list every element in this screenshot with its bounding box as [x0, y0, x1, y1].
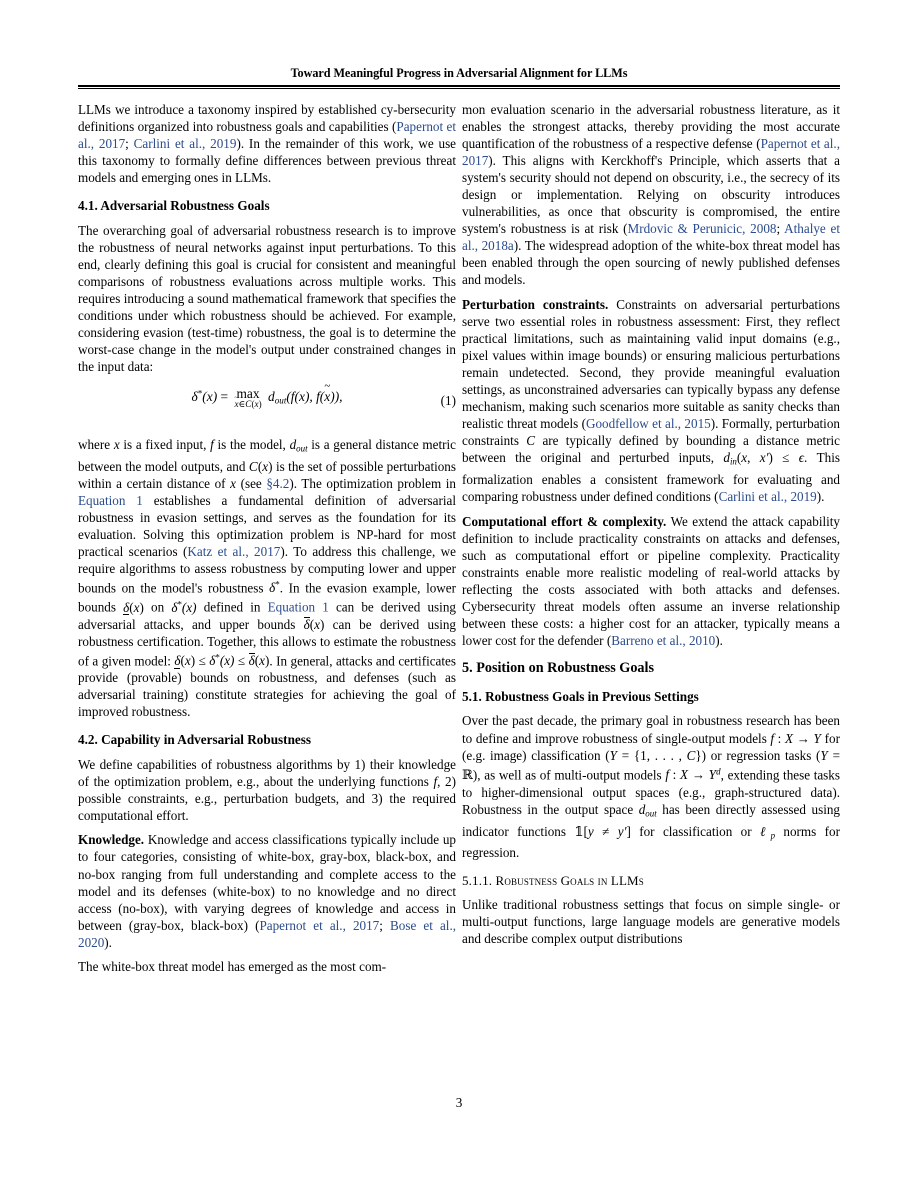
math-d-out-2: $d_{out}$ — [638, 801, 657, 819]
math-x: x — [113, 437, 120, 453]
running-header-title: Toward Meaningful Progress in Adversarial Alignment for LLMs — [290, 66, 628, 80]
text-run: is the model, — [213, 437, 290, 453]
text-run: , 2) possible constraints, e.g., perturbation budgets, and 3) the required computational effort. — [78, 773, 456, 823]
text-run: on — [143, 599, 172, 615]
equation-max-operator: max x ~∈C(x) — [234, 387, 261, 409]
right-column — [462, 101, 840, 947]
text-run: is a fixed input, — [119, 437, 211, 453]
math-lower-bound: δ(x) — [123, 599, 144, 615]
text-run: . In general, attacks and certificates provide (provable) bounds on robustness, and defenses (such as adversarial training) constitute strategies for achieving the goal of improved robustness. — [78, 653, 456, 720]
text-run: , extending these tasks to higher-dimensional output spaces (e.g., graph-structured data). Robustness in the output space — [462, 766, 840, 817]
text-run: is a general distance metric between the model outputs, and — [78, 437, 456, 474]
text-run: ). In the remainder of this work, we use this taxonomy to formally define differences between previous threat models and emerging ones in LLMs. — [78, 136, 457, 186]
math-Y-reals: Y = ℝ — [462, 747, 840, 783]
ref-equation-1[interactable]: Equation 1 — [78, 492, 143, 508]
paragraph-white-box-threat: The white-box threat model has emerged as the most com- — [78, 959, 387, 975]
citation-papernot-2017-c[interactable]: Papernot et al., 2017 — [462, 136, 840, 169]
paragraph-perturbation-constraints — [462, 296, 840, 505]
text-run: ). — [715, 632, 723, 648]
paragraph-capabilities-definition — [78, 756, 456, 824]
math-bound-chain: δ(x) ≤ δ*(x) ≤ δ(x) — [174, 652, 270, 669]
math-cal-C-x: C(x) — [248, 458, 273, 474]
text-run: . This formalization enables a consistent framework for evaluating and comparing robustness under defined conditions ( — [462, 450, 840, 505]
math-f-maps-X-Yd: f : $X \to Y^d$ — [665, 766, 721, 782]
paragraph-previous-settings — [462, 712, 840, 861]
heading-4-2: 4.2. Capability in Adversarial Robustness — [78, 732, 312, 748]
ref-section-4-2[interactable]: §4.2 — [266, 475, 290, 491]
paragraph-white-box-continued — [462, 101, 840, 289]
equation-body — [78, 387, 456, 409]
text-run: ; — [379, 917, 391, 933]
math-Y-set: Y = {1, . . . , C} — [609, 747, 702, 763]
text-run: We extend the attack capability definition to include practicality constraints on attacks and defenses, such as computational effort or pipeline complexity. Practicality constraints enable more realistic modeling of real-world attacks by reflecting the costs associated with both attacks and defenses. Cybersecurity threat models often assume an inverse relationship between these costs: a higher cost for an attacker, typically means a lower cost for the defender ( — [462, 513, 840, 648]
math-x-2: x — [230, 475, 236, 491]
math-delta-star-x: δ*(x) — [171, 599, 197, 615]
text-run: ; — [125, 136, 134, 152]
heading-5-1: 5.1. Robustness Goals in Previous Settings — [462, 688, 699, 704]
paragraph-overarching-goal: The overarching goal of adversarial robustness research is to improve the robustness of neural networks against input perturbations. To this end, clearly defining this goal is crucial for consistent and meaningful comparisons of robustness evaluations across multiple works. This requires introducing a sound mathematical framework that specifies the conditions under which robustness should be achieved. For example, considering evasion (test-time) robustness, the goal is to determine the worst-case change in the model's output under constrained changes in the input data: — [78, 222, 456, 375]
text-run: ). — [816, 489, 825, 505]
runin-heading-computational-effort: Computational effort & complexity. — [462, 513, 667, 529]
math-f-maps-X-Y: f : X → Y — [770, 730, 822, 746]
text-run: is the set of possible perturbations within a certain distance of — [78, 458, 456, 491]
text-run: ) or regression tasks ( — [701, 747, 821, 763]
text-run: for classification or — [630, 823, 760, 839]
header-rule — [78, 85, 840, 89]
citation-mrdovic-perunicic-2008[interactable]: Mrdovic & Perunicic, 2008 — [627, 221, 777, 237]
two-column-body — [78, 101, 840, 1061]
text-run: ). The optimization problem in — [289, 475, 456, 491]
text-run: establishes a fundamental definition of adversarial robustness in evasion settings, and serves as the foundation for its evaluation. Solving this optimization problem is NP-hard for most practical scenarios ( — [78, 492, 456, 559]
text-run: Over the past decade, the primary goal in robustness research has been to define and improve robustness of single-output models — [462, 713, 840, 746]
paragraph-intro-taxonomy — [78, 101, 456, 186]
text-run: norms for regression. — [462, 823, 840, 861]
paragraph-computational-effort — [462, 513, 840, 649]
text-run: Constraints on adversarial perturbations serve two essential roles in robustness assessment: First, they reflect practical limitations, such as maintaining valid input domains (e.g., pixel values within image bounds) or ensuring malicious perturbations remain undetected. Second, they provide meaningful evaluation settings, as unconstrained adversaries can typically bypass any defense mechanism, making such scenarios more suitable as sanity checks than realistic threat models ( — [462, 297, 840, 432]
text-run: ). Formally, perturbation constraints — [462, 416, 840, 449]
paragraph-llm-generative: Unlike traditional robustness settings that focus on simple single- or multi-output functions, large language models are generative models and describe complex output distributions — [462, 897, 840, 947]
paragraph-knowledge — [78, 831, 456, 950]
math-ell-p: ℓ$_p$ — [759, 823, 776, 841]
citation-barreno-2010[interactable]: Barreno et al., 2010 — [611, 632, 716, 648]
text-run: ). This aligns with Kerckhoff's Principle, which asserts that a system's security should not depend on obscurity, i.e., the secrecy of its design or implementation. Relying on obscurity introduces vulnerabilities, as once that obscurity is compromised, the entire system's robustness is at risk ( — [462, 153, 840, 237]
citation-katz-2017[interactable]: Katz et al., 2017 — [187, 543, 281, 559]
text-run: ; — [776, 221, 785, 237]
math-f: f — [210, 437, 214, 453]
citation-goodfellow-2015[interactable]: Goodfellow et al., 2015 — [585, 416, 711, 432]
text-run: are typically defined by bounding a distance metric between the original and perturbed inputs, — [462, 433, 840, 466]
heading-4-1: 4.1. Adversarial Robustness Goals — [78, 198, 270, 214]
math-d-in-constraint: $d_{in}(x$, x′) ≤ ϵ — [723, 450, 804, 467]
text-run: where — [78, 437, 114, 453]
text-run: We define capabilities of robustness algorithms by 1) their knowledge of the optimization problem, e.g., about the underlying functions — [78, 756, 456, 789]
text-run: ). — [104, 934, 112, 950]
math-f-2: f — [433, 773, 438, 789]
math-delta-star: δ* — [269, 580, 280, 596]
left-column — [78, 101, 456, 975]
math-indicator-function: 𝟙[y ≠ y′] — [574, 823, 631, 840]
text-run: LLMs we introduce a taxonomy inspired by established cy-bersecurity definitions organized into robustness goals and capabilities ( — [78, 102, 456, 135]
heading-5: 5. Position on Robustness Goals — [462, 659, 654, 676]
runin-heading-knowledge: Knowledge. — [78, 832, 145, 848]
text-run: mon evaluation scenario in the adversarial robustness literature, as it enables the strongest attacks, thereby providing the most accurate quantification of the robustness of a respective defense ( — [462, 102, 840, 152]
citation-bose-2020[interactable]: Bose et al., 2020 — [78, 917, 457, 950]
text-run: ). To address this challenge, we require algorithms to assess robustness by computing lower and upper bounds on the model's robustness — [78, 543, 456, 596]
math-d-out: $d_{out}$ — [289, 437, 308, 454]
page-number: 3 — [455, 1095, 463, 1110]
text-run: (see — [235, 475, 267, 491]
citation-papernot-2017-b[interactable]: Papernot et al., 2017 — [259, 917, 380, 933]
citation-papernot-2017[interactable]: Papernot et al., 2017 — [78, 119, 456, 152]
citation-carlini-2019[interactable]: Carlini et al., 2019 — [133, 136, 237, 152]
text-run: ), as well as of multi-output models — [472, 766, 666, 782]
text-run: for (e.g. image) classification ( — [462, 730, 840, 763]
citation-carlini-2019-b[interactable]: Carlini et al., 2019 — [718, 489, 817, 505]
text-run: defined in — [196, 599, 268, 615]
text-run: has been directly assessed using indicator functions — [462, 801, 840, 839]
ref-equation-1-second[interactable]: Equation 1 — [267, 599, 329, 615]
display-equation-1 — [78, 385, 456, 425]
text-run: ). The widespread adoption of the white-box threat model has been enabled through the open sourcing of newly published defenses and models. — [462, 238, 840, 288]
paragraph-equation-explanation — [78, 436, 456, 720]
text-run: Knowledge and access classifications typically include up to four categories, consisting of white-box, gray-box, black-box, and no-box ranging from full understanding and complete access to the model and its defenses (white-box) to no knowledge and no direct access (no-box), with varying degrees of knowledge and access in between (gray-box, black-box) ( — [78, 832, 456, 933]
math-upper-bound: δ(x) — [303, 616, 325, 632]
heading-5-1-1: 5.1.1. Robustness Goals in LLMs — [462, 873, 644, 889]
runin-heading-perturbation-constraints: Perturbation constraints. — [462, 297, 609, 313]
citation-athalye-2018a[interactable]: Athalye et al., 2018a — [462, 221, 840, 254]
text-run: can be derived using adversarial attacks, and upper bounds — [78, 599, 456, 632]
equation-lhs: δ*(x) = — [191, 388, 229, 405]
text-run: can be derived using robustness certification. Together, this allows to estimate the robustness of a given model: — [78, 616, 456, 669]
equation-rhs: $d_{out}(f(x)$, f(x ~)), — [268, 389, 343, 404]
math-cal-C: C — [526, 433, 536, 449]
text-run: . In the evasion example, lower bounds — [78, 580, 456, 615]
equation-number: (1) — [440, 393, 456, 409]
